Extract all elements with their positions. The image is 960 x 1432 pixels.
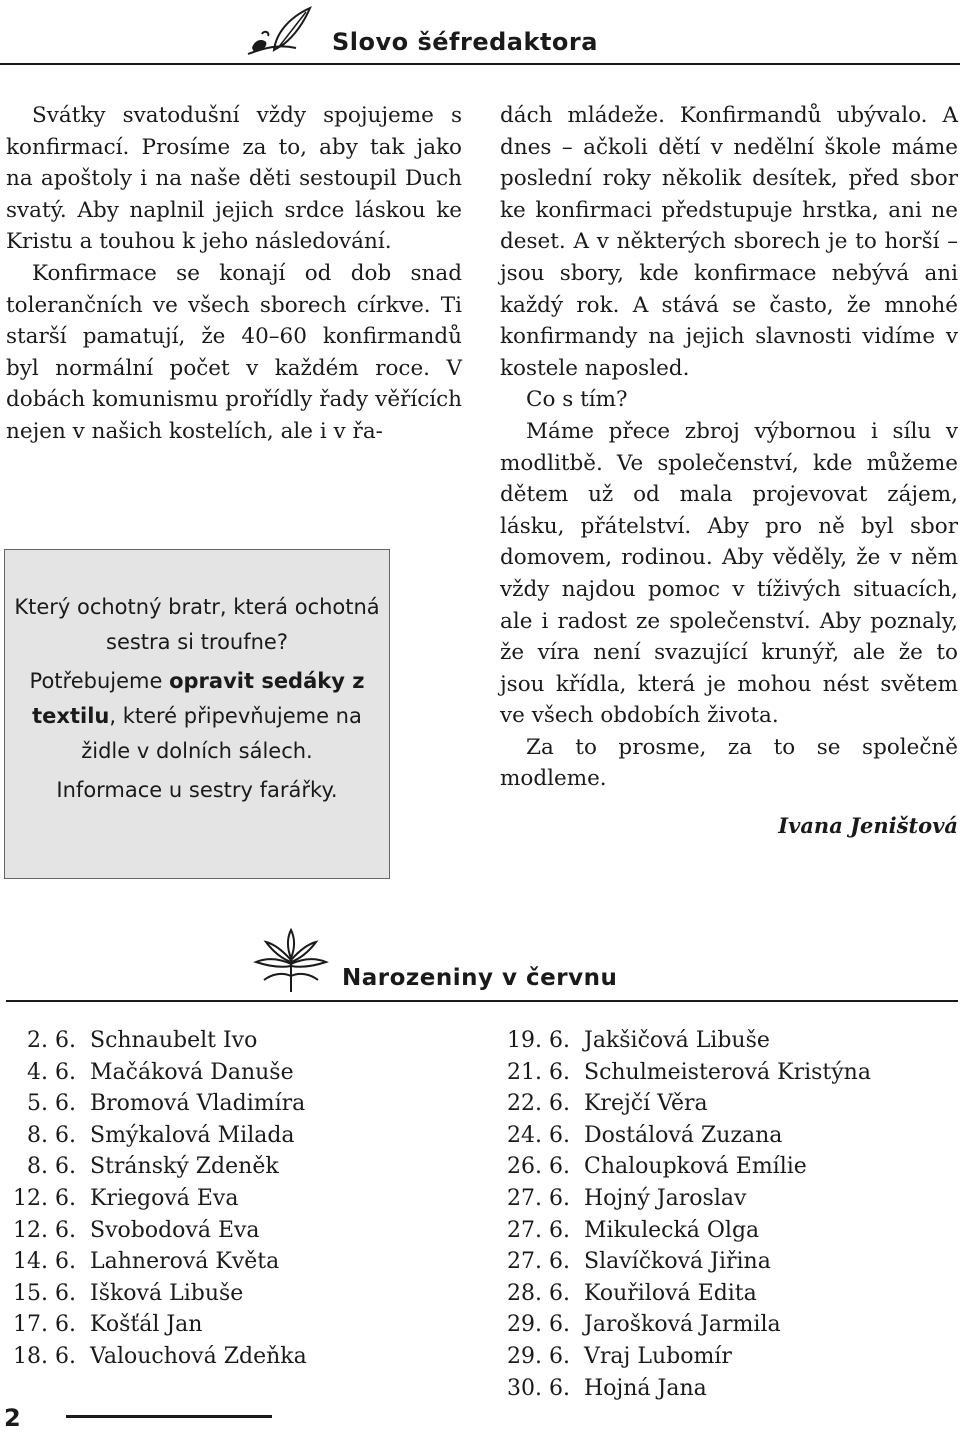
- birthday-entry: 29. 6. Jarošková Jarmila: [507, 1312, 781, 1338]
- article-paragraph: Máme přece zbroj výbornou i sílu v modlitbě. Ve společenství, kde můžeme dětem už od mala projevovat zájem, lásku, přátelství. Aby pro ně byl sbor domovem, rodinou. Aby věděly, že v něm vždy najdou pomoc v tíživých situacích, ale i radost ze společenství. Aby poznaly, že víra není svazující krunýř, ale že to jsou křídla, která je mohou nést světem ve všech obdobích života.: [500, 418, 958, 729]
- article-paragraph: Co s tím?: [526, 387, 628, 413]
- birthday-entry: 12. 6. Svobodová Eva: [13, 1217, 260, 1243]
- birthday-entry: 14. 6. Lahnerová Květa: [13, 1249, 280, 1275]
- birthday-entry: 19. 6. Jakšičová Libuše: [507, 1028, 770, 1053]
- birthday-entry: 18. 6. Valouchová Zdeňka: [13, 1343, 307, 1369]
- birthdays-divider: [6, 1000, 958, 1002]
- birthday-entry: 28. 6. Kouřilová Edita: [507, 1280, 757, 1306]
- birthday-entry: 26. 6. Chaloupková Emílie: [507, 1154, 807, 1180]
- article-paragraph: Svátky svatodušní vždy spojujeme s konfirmací. Prosíme za to, aby tak jako na apoštoly i na naše děti sestoupil Duch svatý. Aby naplnil jejich srdce láskou ke Kristu a touhou k jeho následování.: [6, 103, 462, 255]
- birthday-entry: 24. 6. Dostálová Zuzana: [507, 1122, 783, 1148]
- quill-pen-icon: [244, 4, 316, 60]
- birthday-entry: 8. 6. Stránský Zdeněk: [27, 1154, 279, 1180]
- section-title: Slovo šéfredaktora: [332, 28, 598, 56]
- notice-box: [4, 549, 390, 879]
- flower-icon: [252, 928, 330, 994]
- article-paragraph: Konfirmace se konají od dob snad tolerančních ve všech sborech církve. Ti starší pamatují, že 40–60 konfirmandů byl normální počet v každém roce. V dobách komunismu prořídly řady věřících nejen v našich kostelích, ale i v řa-: [6, 260, 462, 444]
- birthday-entry: 30. 6. Hojná Jana: [507, 1375, 707, 1401]
- birthday-entry: 29. 6. Vraj Lubomír: [507, 1343, 732, 1369]
- header-divider: [0, 63, 960, 65]
- birthday-list-right: [496, 1025, 871, 1404]
- article-left-column: [6, 100, 462, 448]
- birthday-entry: 27. 6. Hojný Jaroslav: [507, 1185, 747, 1211]
- birthday-list-left: [0, 1025, 307, 1373]
- article-right-column: [500, 100, 958, 795]
- article-author: Ivana Jeništová: [778, 813, 958, 838]
- birthday-entry: 2. 6. Schnaubelt Ivo: [27, 1028, 258, 1053]
- birthday-entry: 8. 6. Smýkalová Milada: [27, 1122, 295, 1148]
- birthday-entry: 5. 6. Bromová Vladimíra: [27, 1091, 306, 1117]
- article-paragraph: Za to prosme, za to se společně modleme.: [500, 734, 958, 792]
- notice-contact: Informace u sestry farářky.: [56, 778, 338, 802]
- birthday-entry: 21. 6. Schulmeisterová Kristýna: [507, 1059, 871, 1085]
- birthday-entry: 22. 6. Krejčí Věra: [507, 1091, 708, 1117]
- article-paragraph: dách mládeže. Konfirmandů ubývalo. A dnes – ačkoli dětí v nedělní škole máme poslední roky několik desítek, před sbor ke konfirmaci předstupuje hrstka, ani ne deset. A v některých sborech je to horší – jsou sbory, kde konfirmace nebývá ani každý rok. A stává se často, že mnohé konfirmandy na jejich slavnosti vidíme v kostele naposled.: [500, 103, 958, 381]
- birthday-entry: 12. 6. Kriegová Eva: [13, 1185, 239, 1211]
- birthday-entry: 27. 6. Mikulecká Olga: [507, 1217, 760, 1243]
- birthday-entry: 27. 6. Slavíčková Jiřina: [507, 1249, 771, 1275]
- footer-rule: [66, 1415, 272, 1418]
- birthday-entry: 17. 6. Košťál Jan: [13, 1312, 203, 1338]
- birthday-entry: 4. 6. Mačáková Danuše: [27, 1059, 294, 1085]
- page-number: 2: [4, 1404, 21, 1432]
- notice-emphasis: opravit sedáky z textilu: [32, 669, 365, 728]
- notice-question: Který ochotný bratr, která ochotná sestra si troufne?: [14, 595, 380, 654]
- notice-request: Potřebujeme opravit sedáky z textilu, které připevňujeme na židle v dolních sálech.: [29, 669, 365, 763]
- birthdays-title: Narozeniny v červnu: [342, 965, 618, 991]
- birthday-entry: 15. 6. Išková Libuše: [13, 1280, 244, 1306]
